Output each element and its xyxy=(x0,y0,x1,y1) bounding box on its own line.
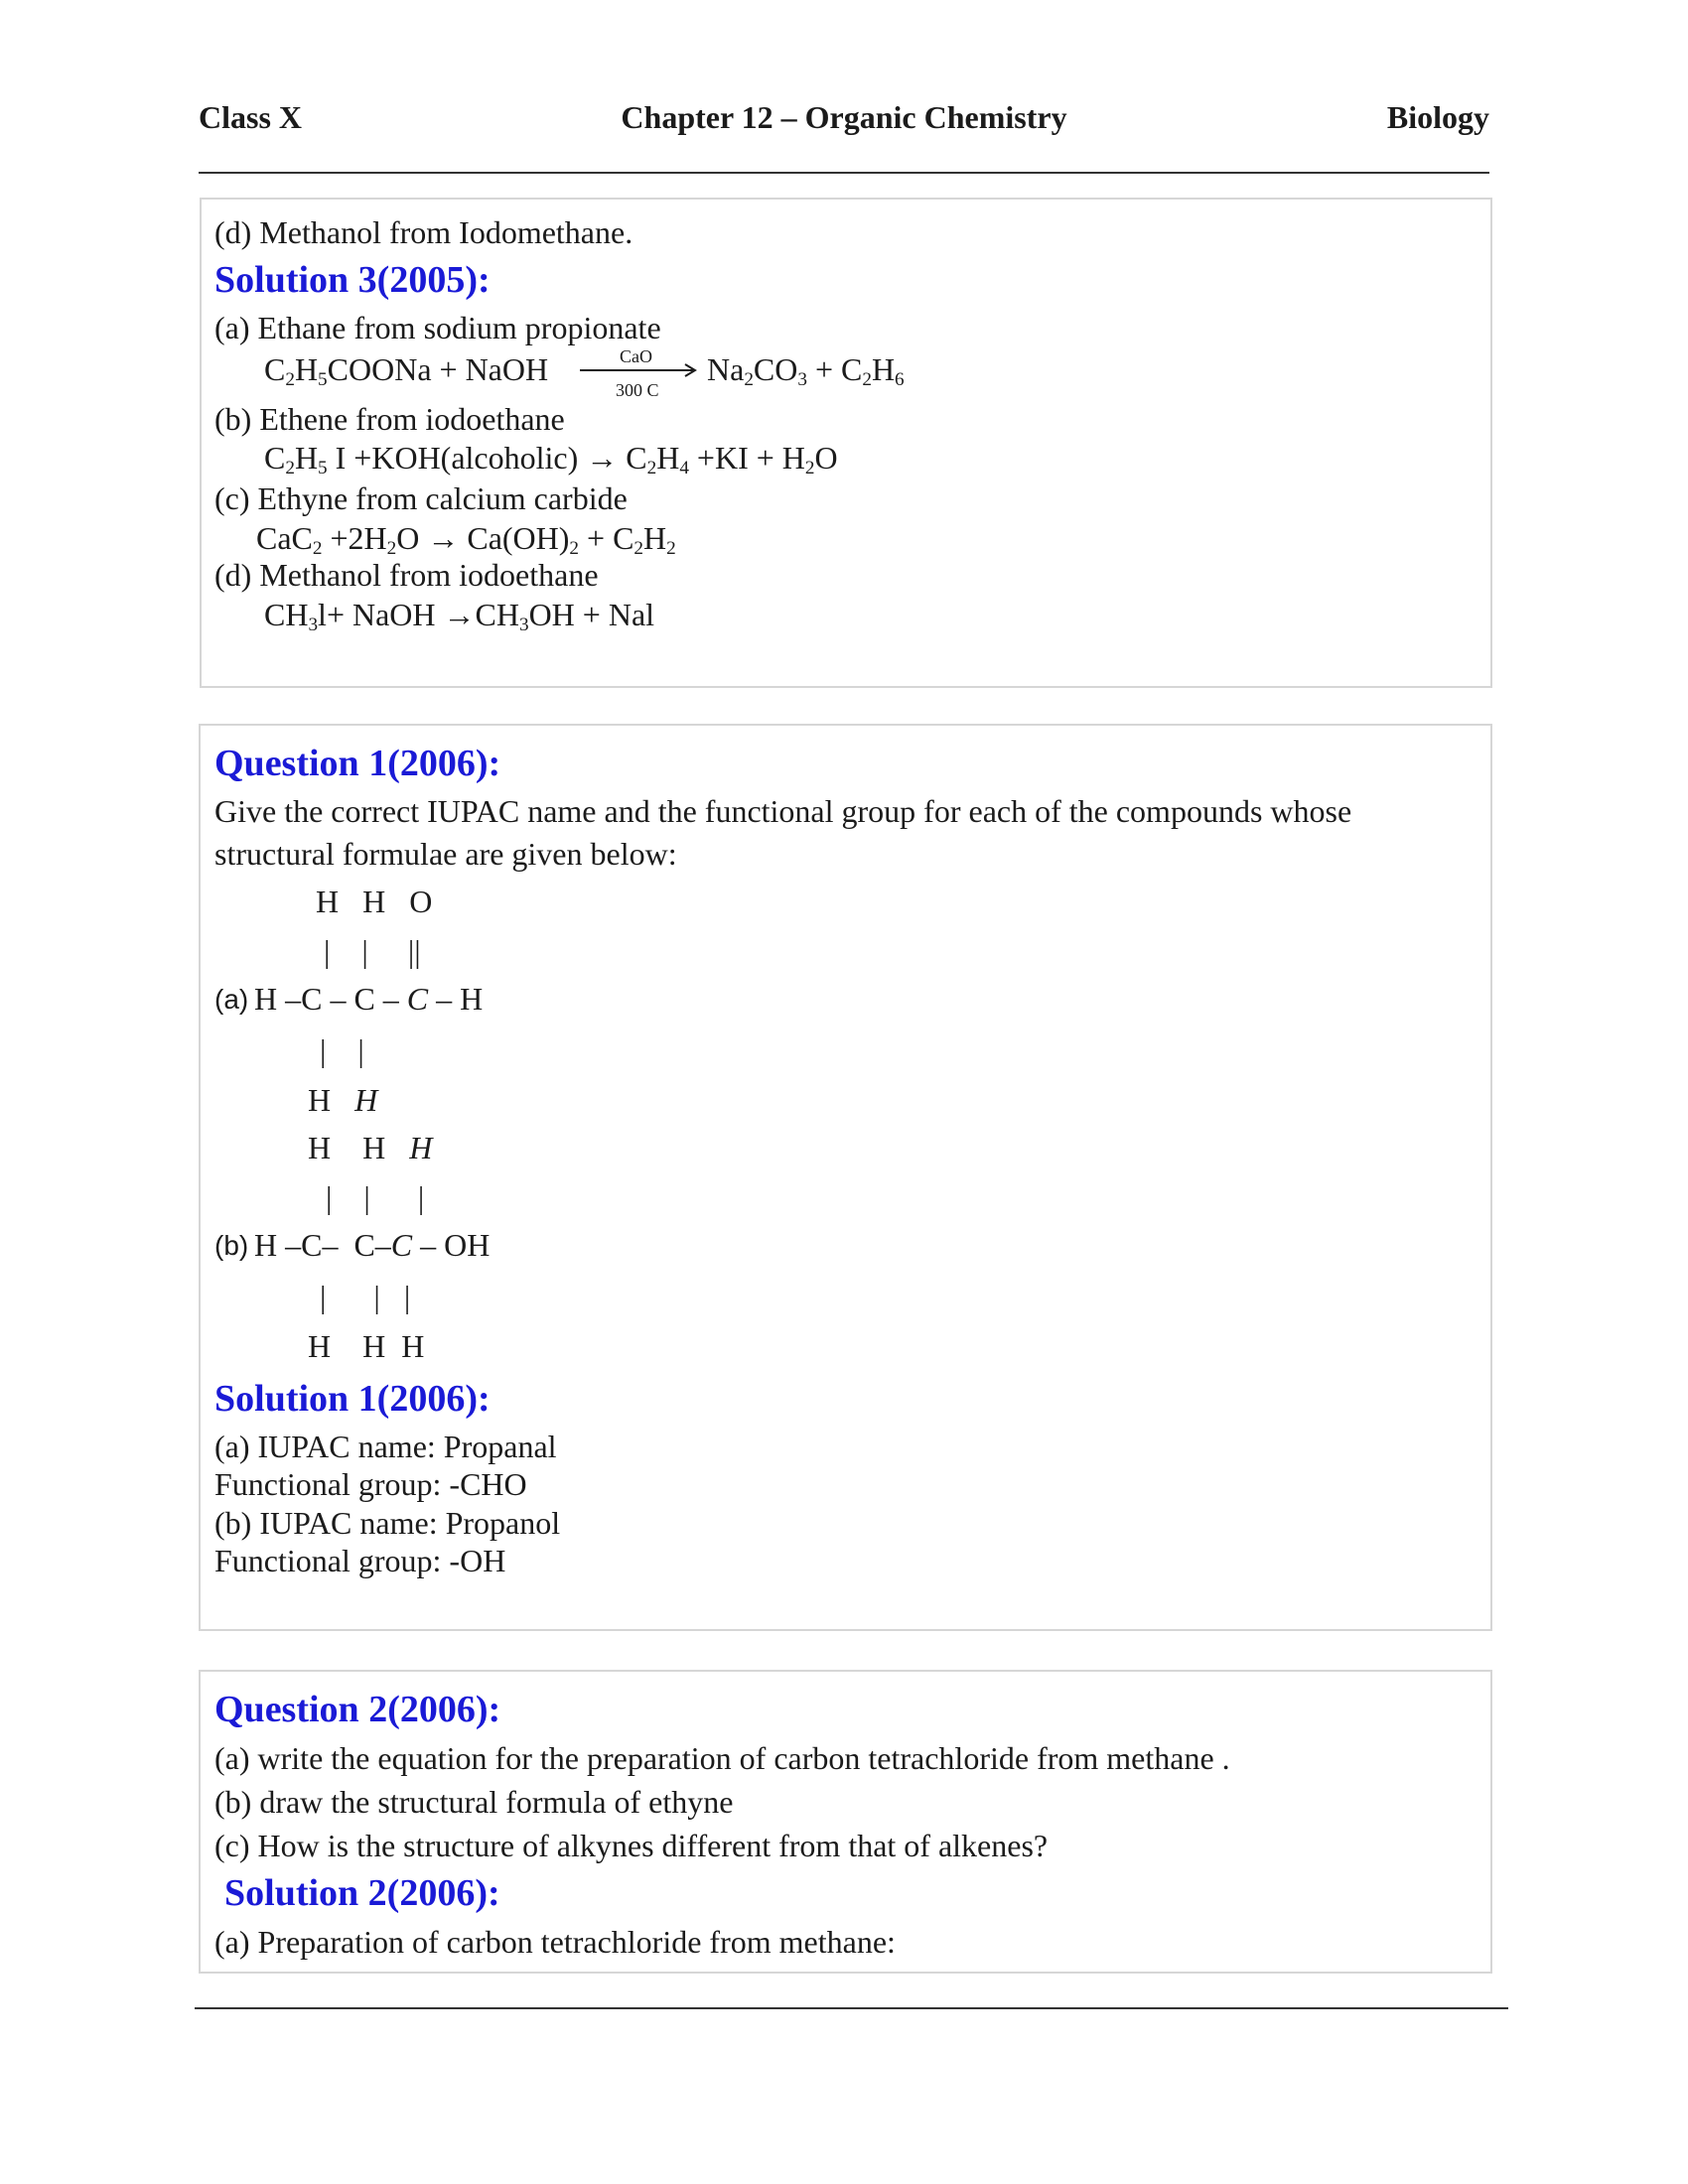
solution-1-2006-title: Solution 1(2006): xyxy=(214,1378,491,1420)
reaction-d-equation: $CH_3l+$ NaOH $\to CH_3OH$ + Nal xyxy=(264,597,655,635)
struct-b-row1: H H H xyxy=(308,1130,433,1165)
reaction-a-catalyst: CaO xyxy=(620,346,652,366)
question-2-2006-title: Question 2(2006): xyxy=(214,1689,501,1730)
page-header xyxy=(199,99,1489,149)
subject-label: Biology xyxy=(1386,99,1489,135)
reaction-b-equation: $C_2H_5$ I +KOH(alcoholic) → $C_2H_4 +KI + H_2O$ xyxy=(264,440,838,478)
struct-a-row5: H H xyxy=(308,1082,378,1118)
question-2-a-text: (a) write the equation for the preparation of carbon tetrachloride from methane . xyxy=(214,1740,1230,1776)
question-1-text-line2: structural formulae are given below: xyxy=(214,836,677,872)
solution-1-b-group: Functional group: -OH xyxy=(214,1543,506,1578)
reaction-b-label: (b) Ethene from iodoethane xyxy=(214,401,565,437)
solution-1-b-name: (b) IUPAC name: Propanol xyxy=(214,1505,561,1541)
struct-a-row1: H H O xyxy=(316,884,433,919)
question-2-b-text: (b) draw the structural formula of ethyne xyxy=(214,1784,734,1820)
question-2-c-text: (c) How is the structure of alkynes different from that of alkenes? xyxy=(214,1828,1049,1863)
reaction-a-label: (a) Ethane from sodium propionate xyxy=(214,310,661,345)
struct-b-row4: | | | xyxy=(320,1279,411,1314)
question-1-2006-title: Question 1(2006): xyxy=(214,743,501,784)
reaction-a-products: $Na_2CO_3 + C_2H_6$ xyxy=(707,351,905,390)
footer-rule xyxy=(195,2007,1508,2009)
solution-2-2006-title: Solution 2(2006): xyxy=(224,1872,500,1914)
reaction-a-arrow xyxy=(580,363,703,377)
struct-b-row2: | | | xyxy=(326,1179,425,1215)
struct-a-row2: | | || xyxy=(324,933,421,969)
struct-b-row5: H H H xyxy=(308,1328,425,1364)
solution-3-2005-title: Solution 3(2005): xyxy=(214,259,491,301)
reaction-d-label: (d) Methanol from iodoethane xyxy=(214,557,599,593)
struct-b-row3: H –C– C–C – OH xyxy=(254,1227,491,1263)
reaction-c-equation: $CaC_2 +2H_2O \to Ca(OH)_2 + C_2H_2$ xyxy=(256,520,676,559)
struct-b-label: (b) xyxy=(214,1230,249,1261)
solution-1-a-name: (a) IUPAC name: Propanal xyxy=(214,1429,557,1464)
struct-a-row3: H –C – C – C – H xyxy=(254,981,484,1017)
reaction-a-condition: 300 C xyxy=(616,380,659,400)
chapter-title: Chapter 12 – Organic Chemistry xyxy=(621,99,1067,135)
class-label: Class X xyxy=(199,99,303,135)
header-rule xyxy=(199,172,1489,174)
reaction-c-label: (c) Ethyne from calcium carbide xyxy=(214,480,628,516)
reaction-a-reactants: $C_2H_5COONa$ + NaOH xyxy=(264,351,549,390)
struct-a-label: (a) xyxy=(214,984,249,1015)
struct-a-row4: | | xyxy=(320,1032,364,1068)
solution-2-a-text: (a) Preparation of carbon tetrachloride from methane: xyxy=(214,1924,896,1960)
solution-1-a-group: Functional group: -CHO xyxy=(214,1466,527,1502)
question-1-text-line1: Give the correct IUPAC name and the functional group for each of the compounds whose xyxy=(214,793,1352,829)
question-d-text: (d) Methanol from Iodomethane. xyxy=(214,214,633,250)
